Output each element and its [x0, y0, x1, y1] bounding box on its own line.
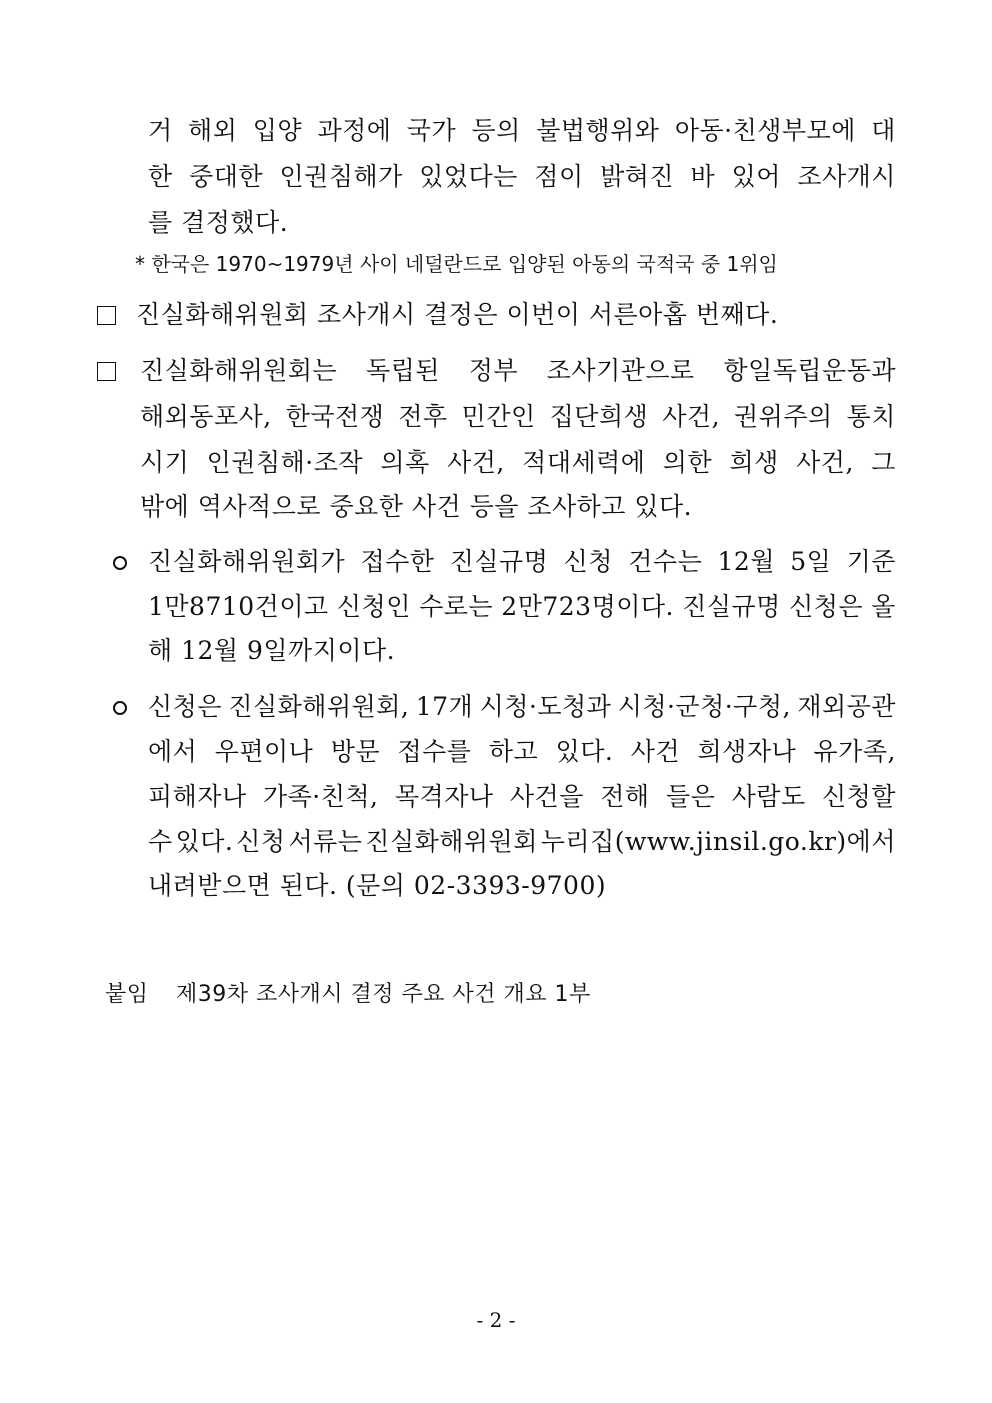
word: 인권침해가 — [279, 162, 403, 191]
word: 중대한 — [189, 162, 264, 191]
checkbox-bullet-icon — [97, 362, 116, 381]
word: 유가족, — [813, 737, 896, 766]
word: 의한 — [662, 448, 713, 477]
sub2-line-1 — [148, 690, 896, 724]
word: 시청·도청과 — [479, 692, 612, 721]
word: 사람도 — [731, 782, 806, 811]
word: 사건을 — [509, 782, 584, 811]
word: 서류는 — [288, 827, 363, 856]
paragraph1-line-2 — [148, 160, 896, 194]
paragraph1-line-3: 를 결정했다. — [148, 208, 289, 237]
sub2-line-4 — [148, 825, 896, 859]
word: 진실화해위원회, — [228, 692, 410, 721]
item2-line-3 — [140, 446, 896, 480]
word: 해외 — [188, 116, 238, 145]
word: 있었다는 — [419, 162, 518, 191]
word: 있어 — [731, 162, 781, 191]
word: 불법행위와 — [536, 116, 660, 145]
word: 진실규명 — [682, 592, 781, 621]
word: 진실화해위원회 — [365, 827, 538, 856]
item1-text: 진실화해위원회 조사개시 결정은 이번이 서른아홉 번째다. — [136, 300, 779, 329]
word: 우편이나 — [214, 737, 314, 766]
word: 시기 — [140, 448, 190, 477]
word: 전후 — [398, 402, 448, 431]
word: 적대세력에 — [522, 448, 646, 477]
word: 한 — [148, 162, 173, 191]
page-number: - 2 - — [476, 1308, 516, 1332]
word: 아동·친생부모에 — [674, 116, 856, 145]
word: 통치 — [846, 402, 896, 431]
word: 피해자나 — [148, 782, 247, 811]
word: 재외공관 — [797, 692, 896, 721]
word: 민간인 — [461, 402, 536, 431]
word: 시청·군청·구청, — [617, 692, 791, 721]
word: 하고 — [488, 737, 539, 766]
word: 신청 — [563, 547, 613, 576]
word: 밝혀진 — [600, 162, 675, 191]
word: 과정에 — [317, 116, 392, 145]
word: 희생 — [729, 448, 779, 477]
word: 신청 — [236, 827, 286, 856]
word: 건수는 — [628, 547, 703, 576]
word: 해외동포사, — [140, 402, 272, 431]
word: 거 — [148, 116, 173, 145]
word: 방문 — [330, 737, 381, 766]
word: 진실규명 — [449, 547, 549, 576]
word: 조사개시 — [797, 162, 896, 191]
word: 사건, — [662, 402, 721, 431]
word: 신청은 — [789, 592, 864, 621]
sub1-line-2 — [148, 590, 896, 624]
word: 에서 — [148, 737, 198, 766]
footnote: * 한국은 1970~1979년 사이 네덜란드로 입양된 아동의 국적국 중 1위임 — [135, 252, 778, 276]
word: 인권침해·조작 — [206, 448, 364, 477]
word: 신청은 — [148, 692, 222, 721]
word: 바 — [690, 162, 716, 191]
word: 한국전쟁 — [285, 402, 385, 431]
word: 접수를 — [397, 737, 472, 766]
word: 그 — [871, 448, 896, 477]
paragraph1-line-1 — [148, 114, 896, 148]
word: 5일 — [790, 547, 832, 576]
word: 등의 — [471, 116, 521, 145]
word: 신청할 — [821, 782, 896, 811]
attachment-text: 제39차 조사개시 결정 주요 사건 개요 1부 — [176, 982, 591, 1007]
word: 점이 — [534, 162, 584, 191]
word: 수 — [148, 827, 173, 856]
word: 신청인 — [336, 592, 411, 621]
word: 희생자나 — [697, 737, 797, 766]
word: 전해 — [600, 782, 650, 811]
word: 권위주의 — [734, 402, 833, 431]
word: 기준 — [846, 547, 896, 576]
sub2-line-2 — [148, 735, 896, 769]
word: 사건, — [796, 448, 854, 477]
item2-line-4: 밖에 역사적으로 중요한 사건 등을 조사하고 있다. — [140, 492, 693, 521]
word: 정부 — [468, 356, 518, 385]
circle-bullet-icon — [113, 556, 127, 570]
word: 진실화해위원회가 — [148, 547, 346, 576]
word: 사건 — [630, 737, 681, 766]
item2-line-2 — [140, 400, 896, 434]
word: 있다. — [175, 827, 234, 856]
word: 국가 — [406, 116, 457, 145]
word: 올 — [871, 592, 896, 621]
sub1-line-3: 해 12월 9일까지이다. — [148, 636, 396, 665]
word: 수로는 — [419, 592, 494, 621]
word: 조사기관으로 — [546, 356, 695, 385]
word: 사건, — [447, 448, 505, 477]
word: 들은 — [665, 782, 716, 811]
word: 독립된 — [365, 356, 440, 385]
word: 가족·친척, — [263, 782, 379, 811]
word: 입양 — [252, 116, 303, 145]
word: 12월 — [717, 547, 775, 576]
word: 17개 — [415, 692, 474, 721]
word: 의혹 — [380, 448, 430, 477]
word: 항일독립운동과 — [723, 356, 896, 385]
sub1-line-1 — [148, 545, 896, 579]
word: 누리집(www.jinsil.go.kr)에서 — [540, 827, 896, 856]
word: 2만723명이다. — [501, 592, 674, 621]
word: 접수한 — [360, 547, 435, 576]
circle-bullet-icon — [113, 701, 127, 715]
attachment-label: 붙임 — [105, 982, 149, 1007]
word: 목격자나 — [394, 782, 494, 811]
checkbox-bullet-icon — [97, 306, 116, 325]
word: 있다. — [555, 737, 614, 766]
word: 진실화해위원회는 — [140, 356, 338, 385]
sub2-line-5: 내려받으면 된다. (문의 02-3393-9700) — [148, 871, 607, 900]
word: 집단희생 — [549, 402, 649, 431]
word: 대 — [871, 116, 896, 145]
word: 1만8710건이고 — [148, 592, 329, 621]
sub2-line-3 — [148, 780, 896, 814]
item2-line-1 — [140, 354, 896, 388]
